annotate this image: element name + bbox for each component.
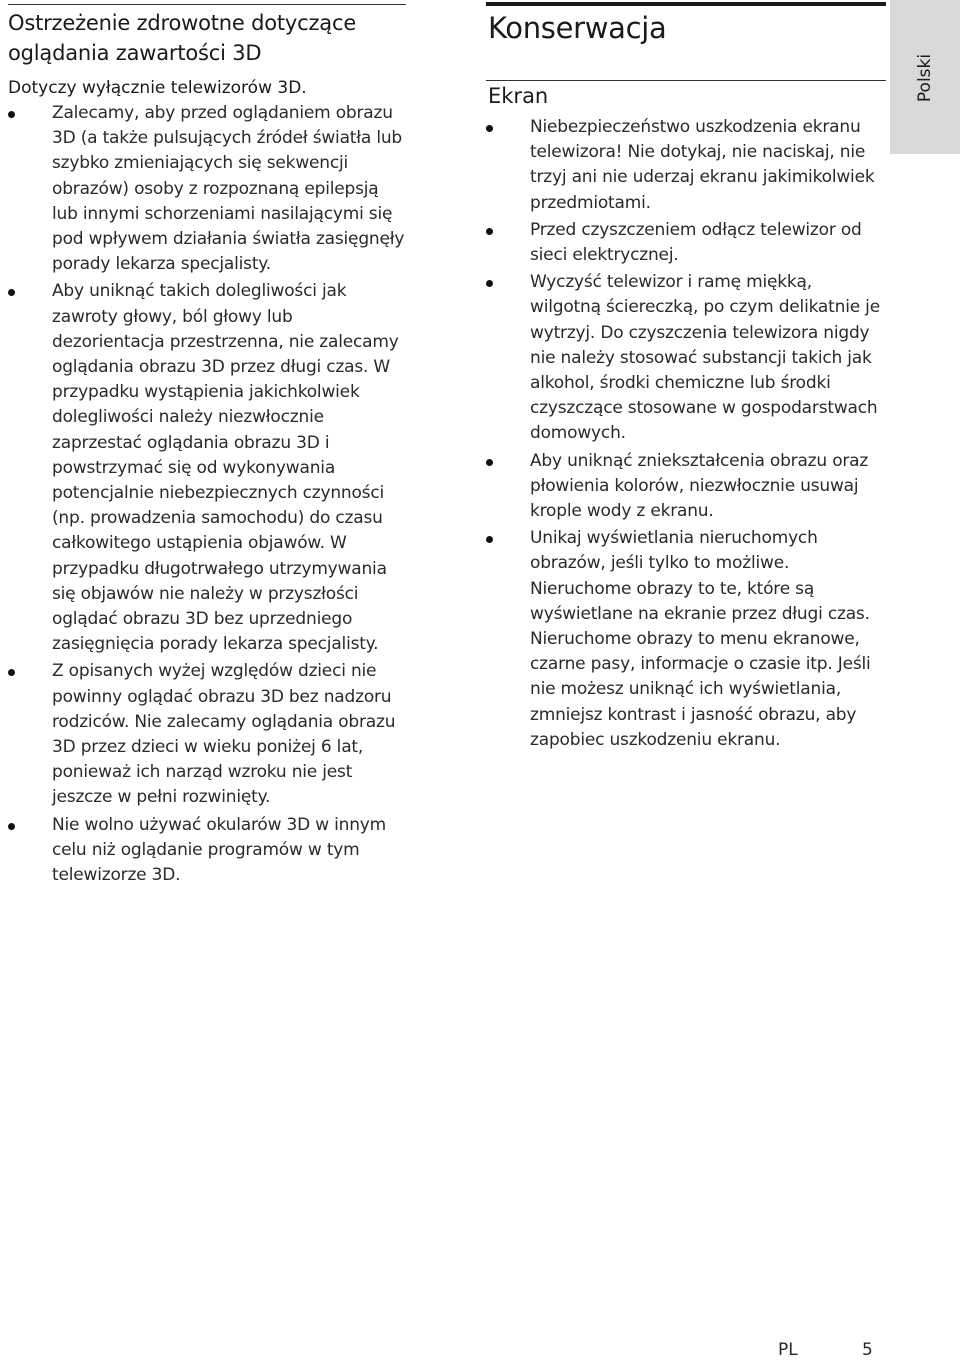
- bullet-icon: [8, 669, 15, 676]
- list-item-text: Wyczyść telewizor i ramę miękką, wilgotną ściereczką, po czym delikatnie je wytrzyj. Do czyszczenia telewizora nigdy nie należy stosować substancji takich jak alkohol, środki chemiczne lub środki czyszczące stosowane w gospodarstwach domowych.: [530, 272, 880, 444]
- list-item-text: Nie wolno używać okularów 3D w innym celu niż oglądanie programów w tym telewizorze 3D.: [52, 814, 387, 886]
- list-item-text: Niebezpieczeństwo uszkodzenia ekranu telewizora! Nie dotykaj, nie naciskaj, nie trzyj ani nie uderzaj ekranu jakimikolwiek przedmiotami.: [530, 117, 875, 213]
- health-warning-list: [8, 101, 406, 888]
- list-item: [8, 813, 406, 889]
- left-top-rule: [8, 4, 406, 5]
- screen-care-list: [486, 115, 886, 753]
- right-top-rule: [486, 2, 886, 6]
- bullet-icon: [8, 289, 15, 296]
- list-item-text: Aby uniknąć zniekształcenia obrazu oraz płowienia kolorów, niezwłocznie usuwaj krople wody z ekranu.: [530, 450, 869, 522]
- list-item-text: Z opisanych wyżej względów dzieci nie powinny oglądać obrazu 3D bez nadzoru rodziców. Nie zalecamy oglądania obrazu 3D przez dzieci w wieku poniżej 6 lat, ponieważ ich narząd wzroku nie jest jeszcze w pełni rozwinięty.: [52, 661, 396, 808]
- bullet-icon: [486, 228, 493, 235]
- list-item: [486, 218, 886, 268]
- list-item: [486, 115, 886, 216]
- list-item: [486, 449, 886, 525]
- list-item-text: Aby uniknąć takich dolegliwości jak zawroty głowy, ból głowy lub dezorientacja przestrzenna, nie zalecamy oglądania obrazu 3D przez długi czas. W przypadku wystąpienia jakichkolwiek dolegliwości należy niezwłocznie zaprzestać oglądania obrazu 3D i powstrzymać się od wykonywania potencjalnie niebezpiecznych czynności (np. prowadzenia samochodu) do czasu całkowitego ustąpienia objawów. W przypadku długotrwałego utrzymywania się objawów nie należy w przyszłości oglądać obrazu 3D bez uprzedniego zasięgnięcia porady lekarza specjalisty.: [52, 281, 399, 655]
- list-item-text: Zalecamy, aby przed oglądaniem obrazu 3D (a także pulsujących źródeł światła lub szybko zmieniających się sekwencji obrazów) osoby z rozpoznaną epilepsją lub innymi schorzeniami nasilającymi się pod wpływem działania światła zasięgnęły porady lekarza specjalisty.: [52, 103, 405, 275]
- list-item-text: Unikaj wyświetlania nieruchomych obrazów, jeśli tylko to możliwe. Nieruchome obrazy to te, które są wyświetlane na ekranie przez długi czas. Nieruchome obrazy to menu ekranowe, czarne pasy, informacje o czasie itp. Jeśli nie możesz uniknąć ich wyświetlania, zmniejsz kontrast i jasność obrazu, aby zapobiec uszkodzeniu ekranu.: [530, 528, 871, 750]
- language-tab-label: Polski: [915, 53, 935, 103]
- health-warning-title: Ostrzeżenie zdrowotne dotyczące oglądania zawartości 3D: [8, 11, 357, 65]
- language-tab: [890, 0, 960, 154]
- right-column: [486, 0, 886, 755]
- list-item: [8, 659, 406, 810]
- list-item: [486, 526, 886, 753]
- list-item: [486, 270, 886, 446]
- maintenance-title: Konserwacja: [488, 11, 667, 45]
- screen-subtitle: Ekran: [488, 84, 549, 108]
- bullet-icon: [486, 459, 493, 466]
- page-number: 5: [862, 1340, 873, 1360]
- list-item: [8, 101, 406, 277]
- left-column: [8, 0, 406, 890]
- list-item-text: Przed czyszczeniem odłącz telewizor od sieci elektrycznej.: [530, 219, 862, 266]
- bullet-icon: [486, 280, 493, 287]
- bullet-icon: [486, 125, 493, 132]
- health-warning-intro: Dotyczy wyłącznie telewizorów 3D.: [8, 78, 307, 98]
- bullet-icon: [486, 536, 493, 543]
- footer-lang-code: PL: [778, 1340, 798, 1360]
- list-item: [8, 279, 406, 657]
- bullet-icon: [8, 823, 15, 830]
- bullet-icon: [8, 111, 15, 118]
